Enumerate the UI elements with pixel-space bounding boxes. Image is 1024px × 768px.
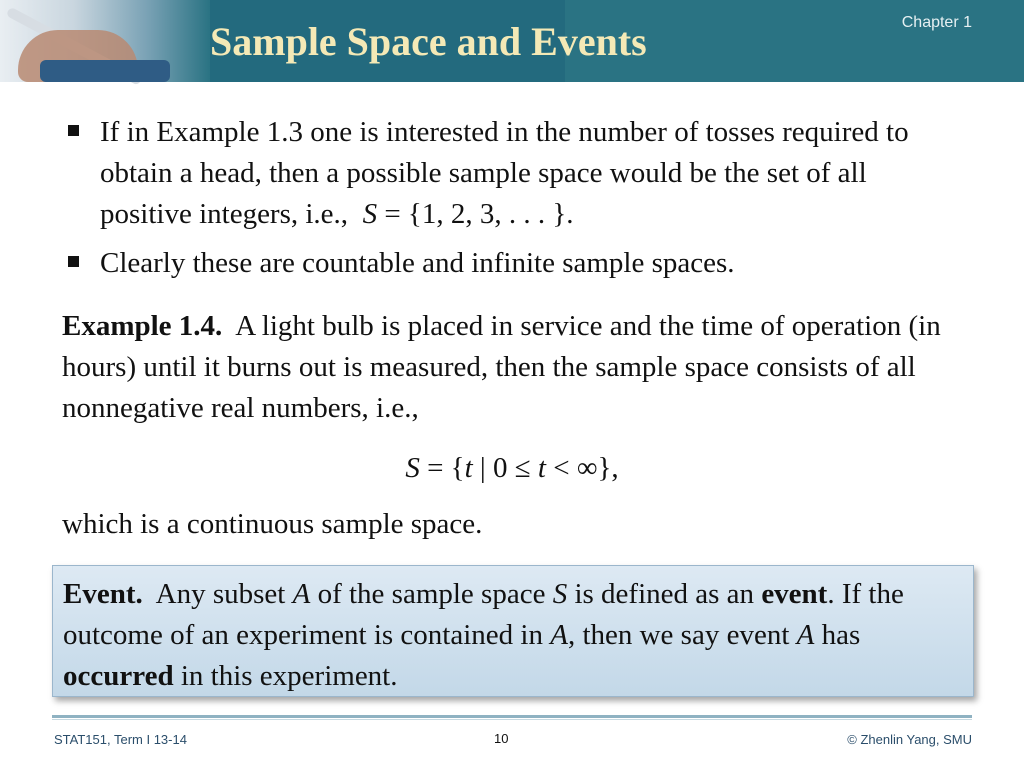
square-bullet-icon <box>68 256 79 267</box>
slide-title: Sample Space and Events <box>210 19 647 64</box>
definition-box <box>52 565 974 697</box>
footer-divider <box>52 715 972 718</box>
bullet-item <box>64 112 964 235</box>
def-text: of the sample space <box>317 578 546 610</box>
def-text: has <box>821 619 861 651</box>
formula-part: < ∞}, <box>545 452 619 484</box>
continuation-text: which is a continuous sample space. <box>62 508 483 540</box>
example-label: Example 1.4. <box>62 310 223 342</box>
footer-course: STAT151, Term I 13-14 <box>54 732 187 747</box>
formula-part: = { <box>419 452 465 484</box>
formula-t: t <box>537 452 546 484</box>
footer-divider-thin <box>52 719 972 720</box>
var-a: A <box>292 578 311 610</box>
var-s: S <box>552 578 568 610</box>
header-photo <box>0 0 210 82</box>
definition-label: Event. <box>63 578 143 610</box>
chapter-label: Chapter 1 <box>901 14 972 31</box>
bullet-list <box>64 112 964 292</box>
def-text: . If the outcome of an experiment is contained in <box>63 578 904 651</box>
var-a: A <box>550 619 568 651</box>
bullet-set: = {1, 2, 3, . . . }. <box>384 198 574 230</box>
formula <box>0 448 1024 489</box>
footer-copyright: © Zhenlin Yang, SMU <box>847 732 972 747</box>
def-text: in this experiment. <box>180 660 398 692</box>
occurred-term: occurred <box>63 660 174 692</box>
example-text: A light bulb is placed in service and the time of operation (in hours) until it burns out is measured, then the sample space consists of all nonnegative real numbers, i.e., <box>62 310 941 424</box>
event-term: event <box>761 578 828 610</box>
bullet-text-2: Clearly these are countable and infinite sample spaces. <box>100 247 735 279</box>
example-paragraph <box>62 306 962 429</box>
definition-text <box>63 574 953 697</box>
def-text: is defined as an <box>574 578 755 610</box>
def-text: Any subset <box>155 578 286 610</box>
var-a: A <box>796 619 815 651</box>
formula-t: t <box>464 452 473 484</box>
var-s: S <box>362 198 378 230</box>
formula-s: S <box>405 452 420 484</box>
formula-part: | 0 ≤ <box>472 452 538 484</box>
square-bullet-icon <box>68 125 79 136</box>
page-number: 10 <box>494 731 509 746</box>
def-text: , then we say event <box>567 619 790 651</box>
bullet-text-1: If in Example 1.3 one is interested in the number of tosses required to obtain a head, then a possible sample space would be the set of all positive integers, i.e., <box>100 116 909 230</box>
bullet-item <box>64 243 964 284</box>
sleeve-image <box>40 60 170 82</box>
